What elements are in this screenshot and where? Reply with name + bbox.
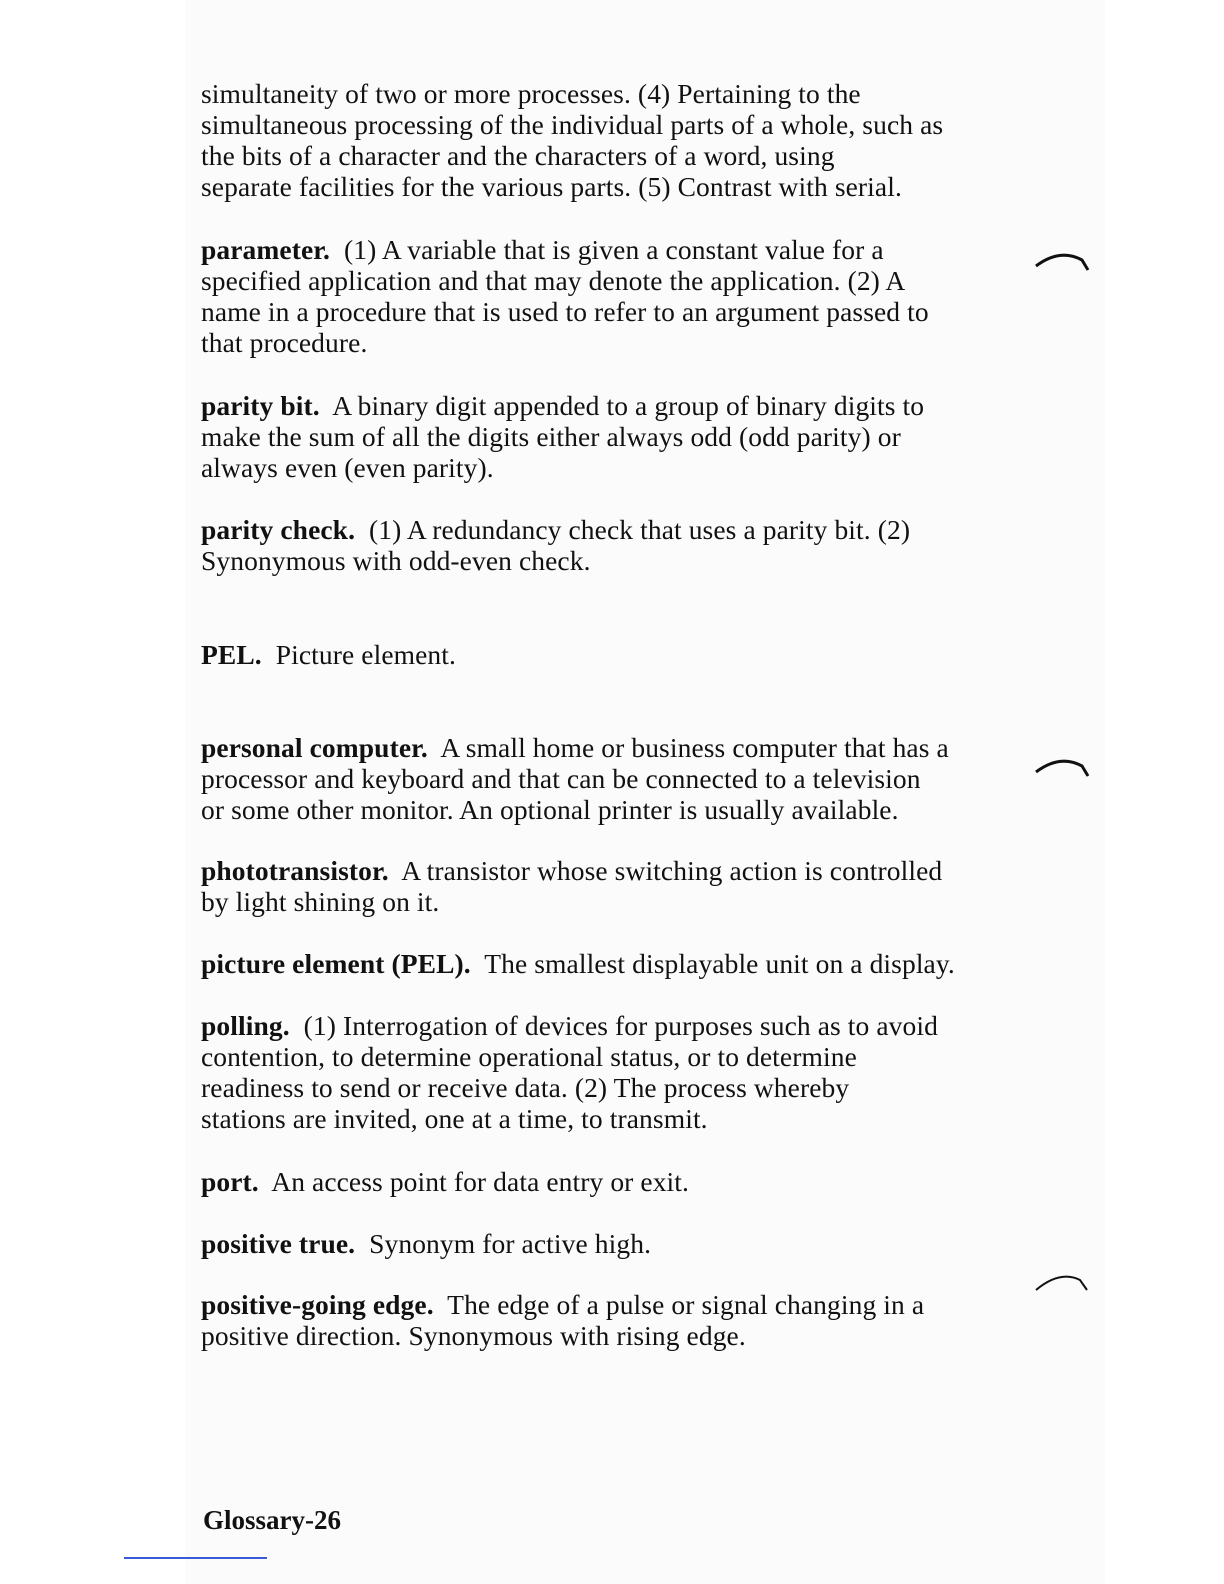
binder-tab-mark	[1030, 246, 1090, 276]
text-line: the bits of a character and the characters of a word, using	[201, 140, 835, 171]
definition-line: that procedure.	[201, 327, 368, 358]
glossary-entry-phototransistor	[201, 855, 1021, 917]
definition-line: name in a procedure that is used to refer to an argument passed to	[201, 296, 929, 327]
glossary-entry-positive-going-edge	[201, 1289, 1021, 1351]
text-line: simultaneity of two or more processes. (4) Pertaining to the	[201, 78, 861, 109]
definition-line: specified application and that may denote the application. (2) A	[201, 265, 906, 296]
glossary-entry-pel	[201, 639, 1021, 670]
glossary-entry-parity-bit	[201, 390, 1021, 483]
definition-text: (1) Interrogation of devices for purposes such as to avoid	[303, 1010, 938, 1041]
definition-line: contention, to determine operational status, or to determine	[201, 1041, 857, 1072]
glossary-term: positive true.	[201, 1228, 356, 1259]
glossary-entry-port	[201, 1166, 1021, 1197]
glossary-term: phototransistor.	[201, 855, 389, 886]
definition-text: (1) A redundancy check that uses a parity bit. (2)	[369, 514, 911, 545]
continuation-paragraph	[201, 78, 1021, 202]
binder-tab-mark	[1030, 1268, 1090, 1298]
definition-text: Synonym for active high.	[369, 1228, 652, 1259]
definition-line: readiness to send or receive data. (2) The process whereby	[201, 1072, 850, 1103]
page-number-footer: Glossary-26	[203, 1505, 341, 1535]
definition-line: make the sum of all the digits either always odd (odd parity) or	[201, 421, 901, 452]
definition-text: (1) A variable that is given a constant value for a	[344, 234, 884, 265]
bottom-rule	[124, 1557, 267, 1559]
definition-line: or some other monitor. An optional printer is usually available.	[201, 794, 899, 825]
definition-text: The smallest displayable unit on a display.	[484, 948, 955, 979]
definition-text: A small home or business computer that has a	[440, 732, 949, 763]
definition-line: Synonymous with odd-even check.	[201, 545, 591, 576]
glossary-term: personal computer.	[201, 732, 428, 763]
definition-text: An access point for data entry or exit.	[271, 1166, 690, 1197]
glossary-term: port.	[201, 1166, 259, 1197]
definition-text: The edge of a pulse or signal changing in a	[447, 1289, 925, 1320]
glossary-term: positive-going edge.	[201, 1289, 434, 1320]
glossary-entry-positive-true	[201, 1228, 1021, 1259]
binder-tab-mark	[1030, 752, 1090, 782]
glossary-entry-personal-computer	[201, 732, 1021, 825]
definition-line: stations are invited, one at a time, to transmit.	[201, 1103, 708, 1134]
definition-line: positive direction. Synonymous with rising edge.	[201, 1320, 746, 1351]
glossary-term: PEL.	[201, 639, 262, 670]
glossary-term: picture element (PEL).	[201, 948, 471, 979]
text-line: separate facilities for the various parts. (5) Contrast with serial.	[201, 171, 902, 202]
glossary-term: parity bit.	[201, 390, 320, 421]
glossary-term: parity check.	[201, 514, 356, 545]
glossary-entry-polling	[201, 1010, 1021, 1134]
glossary-entry-parameter	[201, 234, 1021, 358]
definition-text: Picture element.	[275, 639, 457, 670]
definition-line: processor and keyboard and that can be connected to a television	[201, 763, 921, 794]
glossary-term: parameter.	[201, 234, 331, 265]
definition-text: A transistor whose switching action is controlled	[401, 855, 943, 886]
definition-text: A binary digit appended to a group of binary digits to	[332, 390, 925, 421]
glossary-term: polling.	[201, 1010, 290, 1041]
definition-line: by light shining on it.	[201, 886, 440, 917]
text-line: simultaneous processing of the individual parts of a whole, such as	[201, 109, 944, 140]
glossary-entry-picture-element	[201, 948, 1021, 979]
glossary-entry-parity-check	[201, 514, 1021, 576]
definition-line: always even (even parity).	[201, 452, 494, 483]
